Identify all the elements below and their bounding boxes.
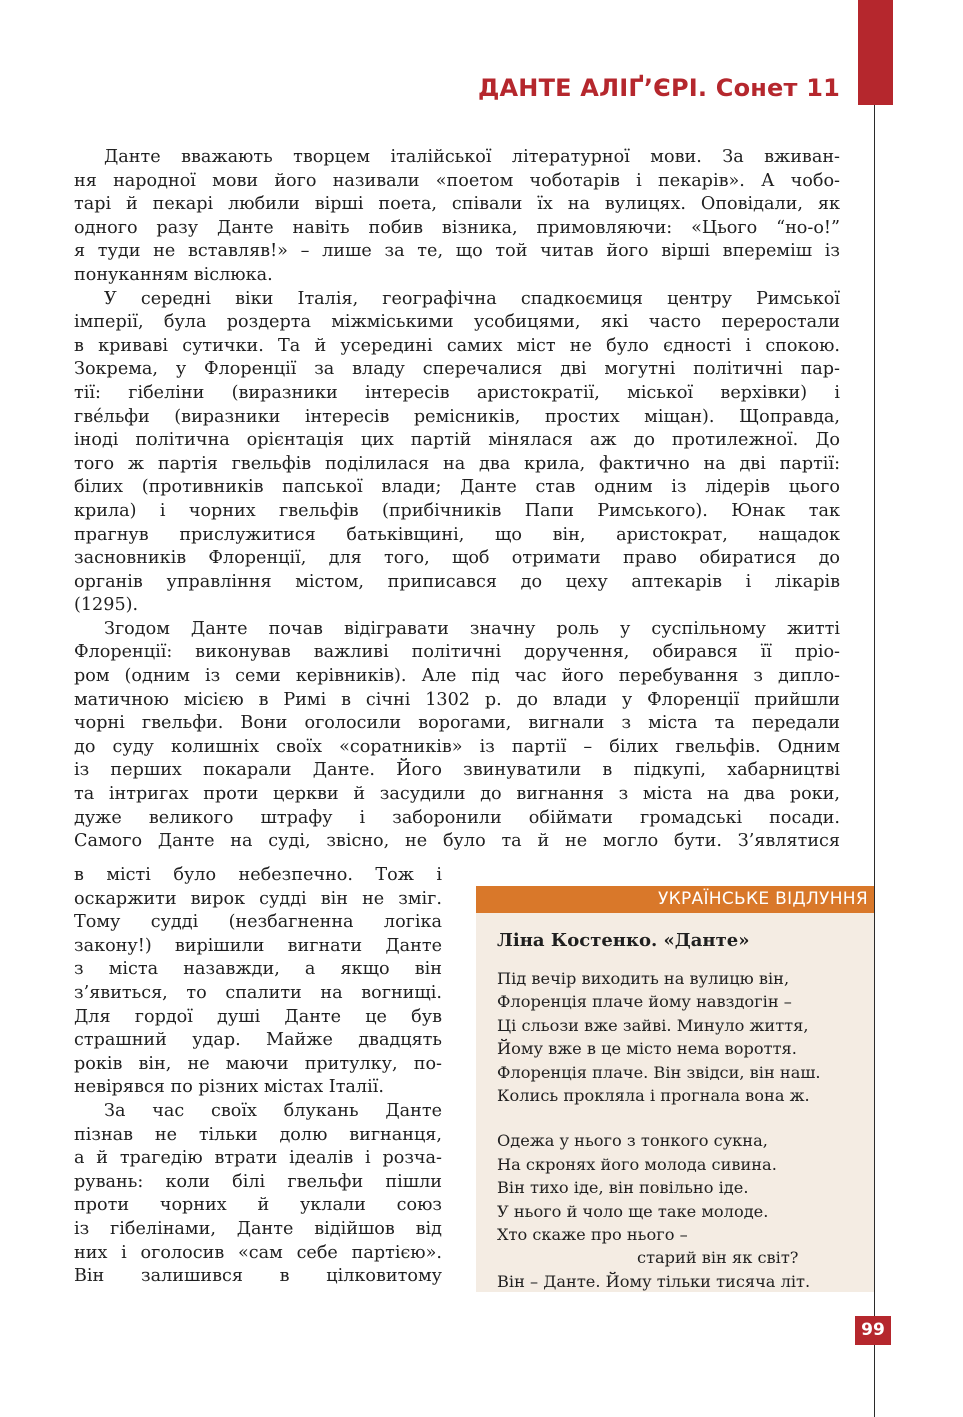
poem-line: У нього й чоло ще таке молоде. — [497, 1201, 769, 1221]
margin-rule — [874, 105, 875, 1417]
text-line: Він залишився в цілковитому — [74, 1266, 442, 1287]
text-line: них і оголосив «сам себе партією». — [74, 1242, 442, 1263]
text-line: За час своїх блукань Данте — [104, 1100, 442, 1121]
text-line: закону!) вирішили вигнати Данте — [74, 935, 442, 956]
text-line: пізнав не тільки долю вигнанця, — [74, 1124, 442, 1145]
text-line: в місті було небезпечно. Тож і — [74, 865, 442, 885]
poem-line: Флоренція плаче. Він звідси, він наш. — [497, 1062, 821, 1082]
text-line: Зокрема, у Флоренції за владу сперечалися дві могутні політичні пар- — [74, 359, 840, 380]
text-line: тарі й пекарі любили вірші поета, співали їх на вулицях. Оповідали, як — [74, 194, 840, 215]
text-line: крила) і чорних гвельфів (прибічників Папи Римського). Юнак так — [74, 500, 840, 521]
text-line: я туди не вставляв!» – лише за те, що той читав його вірші впереміш із — [74, 241, 840, 262]
page-number: 99 — [855, 1316, 891, 1345]
text-line: років він, не маючи притулку, по- — [74, 1053, 442, 1074]
text-line: прагнув прислужитися батьківщині, що він, аристократ, нащадок — [74, 524, 840, 545]
text-line: дуже великого штрафу і заборонили обіймати громадські посади. — [74, 807, 840, 828]
column-text-block — [74, 864, 442, 1289]
poem-line: Ці сльози вже зайві. Минуло життя, — [497, 1015, 809, 1035]
poem-line: Йому вже в це місто нема вороття. — [497, 1039, 797, 1059]
main-text-block — [74, 146, 840, 854]
text-line: одного разу Данте навіть побив візника, примовляючи: «Цього “но-о!” — [74, 217, 840, 238]
text-line: невірявся по різних містах Італії. — [74, 1077, 384, 1098]
poem-line: Він тихо іде, він повільно іде. — [497, 1178, 749, 1198]
text-line: ня народної мови його називали «поетом чоботарів і пекарів». А чобо- — [74, 170, 840, 191]
poem-line: Він – Данте. Йому тільки тисяча літ. — [497, 1271, 811, 1291]
text-line: імперії, була роздерта міжміськими усобицями, які часто переростали — [74, 312, 840, 333]
text-line: матичною місією в Римі в січні 1302 р. до влади у Флоренції прийшли — [74, 689, 840, 710]
text-line: Тому судді (незбагненна логіка — [74, 912, 442, 933]
text-line: та інтригах проти церкви й засудили до вигнання з міста на два роки, — [74, 784, 840, 805]
poem-line: Одежа у нього з тонкого сукна, — [497, 1131, 768, 1151]
text-line: чорні гвельфи. Вони оголосили ворогами, вигнали з міста та передали — [74, 713, 840, 734]
poem-line: старий він як світ? — [637, 1248, 799, 1268]
text-line: Флоренції: виконував важливі політичні доручення, обирався її пріо- — [74, 642, 840, 663]
text-line: рувань: коли білі гвельфи пішли — [74, 1171, 442, 1192]
text-line: проти чорних й уклали союз — [74, 1195, 442, 1216]
poem-line: Флоренція плаче йому навздогін – — [497, 992, 792, 1012]
text-line: з міста назавжди, а якщо він — [74, 959, 442, 980]
text-line: в криваві сутички. Та й усередині самих міст не було єдності і спокою. — [74, 335, 840, 356]
chapter-title: ДАНТЕ АЛІҐ’ЄРІ. Сонет 11 — [477, 74, 840, 102]
text-line: Для гордої душі Данте це був — [74, 1006, 442, 1027]
text-line: гвéльфи (виразники інтересів ремісників, простих міщан). Щоправда, — [74, 406, 840, 427]
poem-line: На скронях його молода сивина. — [497, 1154, 777, 1174]
text-line: засновників Флоренції, для того, щоб отримати право обиратися до — [74, 548, 840, 569]
text-line: з’явиться, то спалити на вогнищі. — [74, 982, 442, 1003]
text-line: страшний удар. Майже двадцять — [74, 1030, 442, 1051]
sidebar-header — [476, 886, 874, 913]
poem-line: Під вечір виходить на вулицю він, — [497, 969, 790, 988]
text-line: із перших покарали Данте. Його звинуватили в підкупі, хабарництві — [74, 760, 840, 781]
text-line: ром (одним із семи керівників). Але під час його перебування з дипло- — [74, 666, 840, 687]
text-line: білих (противників папської влади; Данте став одним із лідерів цього — [74, 477, 840, 498]
sidebar-header-label: УКРАЇНСЬКЕ ВІДЛУННЯ — [657, 889, 868, 909]
text-line: того ж партія гвельфів поділилася на два крила, фактично на дві партії: — [74, 453, 840, 474]
poem-text — [497, 967, 821, 1293]
text-line: органів управління містом, приписався до цеху аптекарів і лікарів — [74, 571, 840, 592]
text-line: Данте вважають творцем італійської літературної мови. За вживан- — [104, 147, 840, 167]
text-line: іноді політична орієнтація цих партій мінялася аж до протилежної. До — [74, 430, 840, 451]
text-line: У середні віки Італія, географічна спадкоємиця центру Римської — [104, 288, 840, 309]
text-line: оскаржити вирок судді він не зміг. — [74, 888, 442, 909]
header-color-band — [858, 0, 893, 105]
text-line: до суду колишніх своїх «соратників» із партії – білих гвельфів. Одним — [74, 736, 840, 757]
text-line: із гібелінами, Данте відійшов від — [74, 1218, 442, 1239]
poem-line: Колись прокляла і прогнала вона ж. — [497, 1086, 810, 1106]
text-line: понуканням віслюка. — [74, 264, 273, 285]
text-line: Згодом Данте почав відігравати значну роль у суспільному житті — [104, 618, 840, 639]
text-line: тії: гібеліни (виразники інтересів аристократії, міської верхівки) і — [74, 382, 840, 403]
text-line: Самого Данте на суді, звісно, не було та й не могло бути. З’являтися — [74, 831, 840, 852]
text-line: а й трагедію втрати ідеалів і розча- — [74, 1148, 442, 1169]
poem-line: Хто скаже про нього – — [497, 1225, 688, 1245]
poem-title: Ліна Костенко. «Данте» — [497, 930, 750, 951]
text-line: (1295). — [74, 595, 139, 616]
